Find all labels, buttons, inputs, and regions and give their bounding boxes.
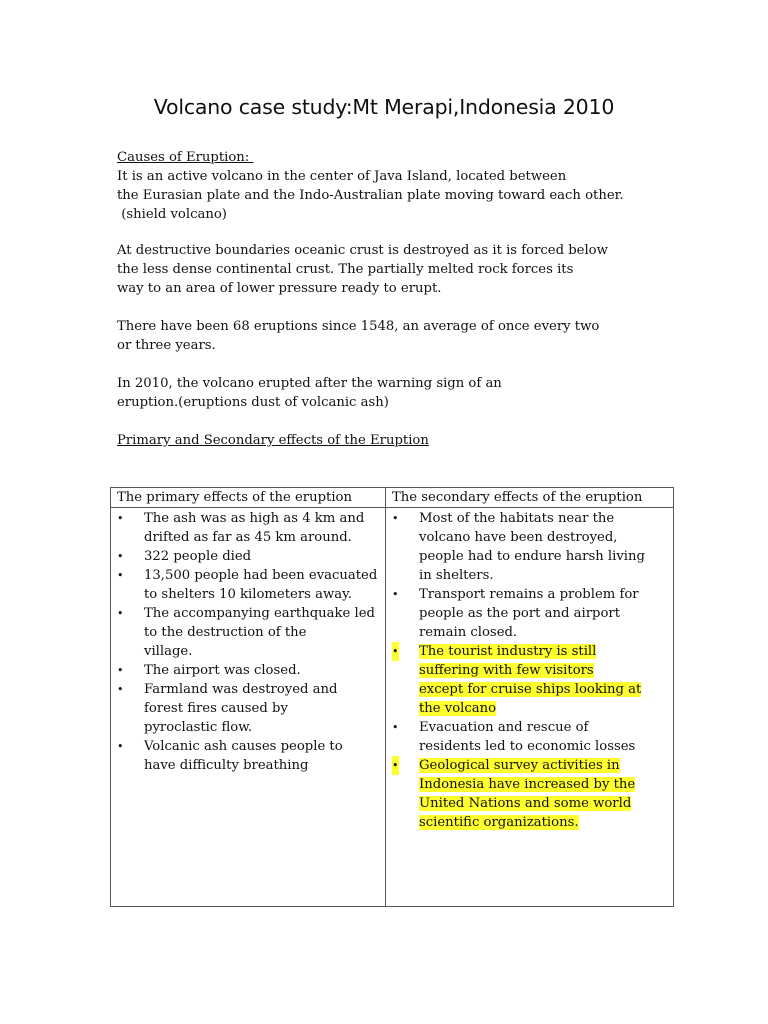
secondary-effects-cell: [386, 508, 674, 907]
primary-effects-header: The primary effects of the eruption: [111, 488, 386, 508]
highlighted-text: The tourist industry is still suffering with few visitors except for cruise ships looking at the volcano: [419, 644, 642, 716]
bullet-icon: •: [117, 664, 124, 677]
list-item: • The accompanying earthquake led to the destruction of the village.: [117, 606, 375, 659]
causes-body: It is an active volcano in the center of Java Island, located between the Eurasian plate and the Indo-Australian plate moving toward each other. (shield volcano): [117, 169, 624, 222]
bullet-icon: •: [117, 683, 124, 696]
secondary-effects-header: The secondary effects of the eruption: [386, 488, 674, 508]
eruptions-history-paragraph: There have been 68 eruptions since 1548, an average of once every two or three years.: [117, 319, 600, 353]
effects-heading: Primary and Secondary effects of the Eruption: [117, 433, 429, 448]
effects-table-body-row: [111, 508, 674, 907]
bullet-icon: •: [392, 512, 399, 525]
bullet-icon: •: [392, 642, 399, 661]
list-item-highlighted: [386, 756, 673, 832]
bullet-icon: •: [392, 588, 399, 601]
list-item: • Farmland was destroyed and forest fires caused by pyroclastic flow.: [117, 682, 338, 735]
list-item: • Transport remains a problem for people as the port and airport remain closed.: [392, 587, 639, 640]
bullet-icon: •: [117, 569, 124, 582]
list-item: • 13,500 people had been evacuated to shelters 10 kilometers away.: [117, 568, 378, 602]
secondary-effects-list: [386, 509, 673, 832]
highlighted-text: Geological survey activities in Indonesia have increased by the United Nations and some world scientific organizations.: [419, 758, 636, 830]
list-item: • 322 people died: [117, 549, 252, 564]
list-item: • Evacuation and rescue of residents led to economic losses: [392, 720, 636, 754]
bullet-icon: •: [117, 740, 124, 753]
causes-heading: Causes of Eruption:: [117, 150, 254, 165]
list-item: • The ash was as high as 4 km and drifted as far as 45 km around.: [117, 511, 365, 545]
bullet-icon: •: [117, 607, 124, 620]
bullet-icon: •: [117, 512, 124, 525]
causes-section: [117, 148, 677, 224]
bullet-icon: •: [392, 721, 399, 734]
eruption-2010-paragraph: In 2010, the volcano erupted after the warning sign of an eruption.(eruptions dust of volcanic ash): [117, 376, 502, 410]
effects-table-header-row: [111, 488, 674, 508]
primary-effects-list: [111, 509, 385, 775]
bullet-icon: •: [117, 550, 124, 563]
primary-effects-cell: [111, 508, 386, 907]
list-item-highlighted: [386, 642, 673, 718]
effects-table: [110, 487, 674, 907]
bullet-icon: •: [392, 756, 399, 775]
list-item: • Most of the habitats near the volcano have been destroyed, people had to endure harsh living in shelters.: [392, 511, 645, 583]
list-item: • Volcanic ash causes people to have difficulty breathing: [117, 739, 343, 773]
destructive-boundaries-paragraph: At destructive boundaries oceanic crust is destroyed as it is forced below the less dense continental crust. The partially melted rock forces its way to an area of lower pressure ready to erupt.: [117, 243, 608, 296]
page-title: Volcano case study:Mt Merapi,Indonesia 2010: [153, 95, 615, 119]
list-item: • The airport was closed.: [117, 663, 301, 678]
